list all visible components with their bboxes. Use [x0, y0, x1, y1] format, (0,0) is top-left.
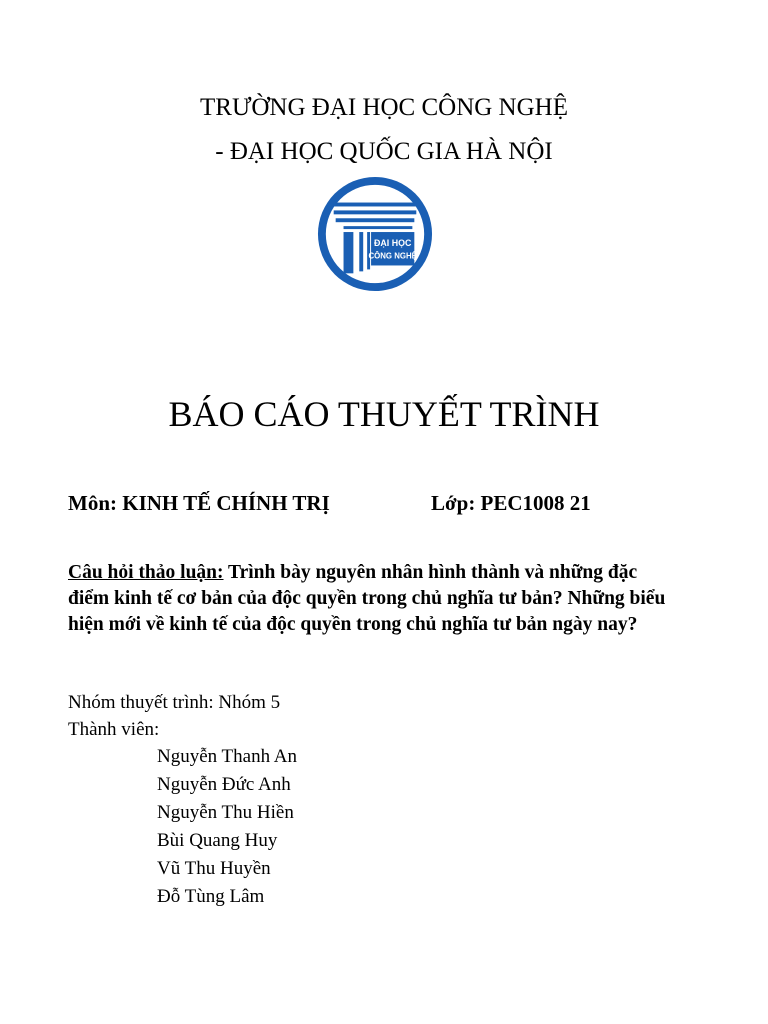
university-parent-name: - ĐẠI HỌC QUỐC GIA HÀ NỘI [215, 138, 553, 165]
logo-text-line-1: ĐẠI HỌC [374, 237, 412, 248]
question-text-2: điểm kinh tế cơ bản của độc quyền trong chủ nghĩa tư bản? Những biểu [68, 588, 666, 609]
member-name: Bùi Quang Huy [157, 830, 278, 851]
member-name: Nguyễn Đức Anh [157, 774, 291, 795]
member-name: Nguyễn Thu Hiền [157, 802, 294, 823]
subject-label: Môn: KINH TẾ CHÍNH TRỊ [68, 491, 330, 515]
presentation-group: Nhóm thuyết trình: Nhóm 5 [68, 692, 281, 713]
members-label: Thành viên: [68, 719, 160, 740]
discussion-question [68, 560, 708, 638]
member-name: Đỗ Tùng Lâm [157, 886, 265, 907]
university-name: TRƯỜNG ĐẠI HỌC CÔNG NGHỆ [200, 94, 568, 121]
members-list [157, 745, 297, 913]
class-label: Lớp: PEC1008 21 [431, 491, 591, 515]
university-logo [316, 175, 434, 293]
member-name: Nguyễn Thanh An [157, 746, 298, 767]
question-line-1 [68, 560, 708, 586]
question-label: Câu hỏi thảo luận: [68, 562, 224, 583]
logo-text-line-2: CÔNG NGHỆ [368, 251, 417, 261]
report-title: BÁO CÁO THUYẾT TRÌNH [168, 394, 600, 434]
member-name: Vũ Thu Huyền [157, 858, 271, 879]
question-text-1: Trình bày nguyên nhân hình thành và những đặc [223, 562, 638, 583]
question-text-3: hiện mới về kinh tế của độc quyền trong chủ nghĩa tư bản ngày nay? [68, 614, 638, 635]
